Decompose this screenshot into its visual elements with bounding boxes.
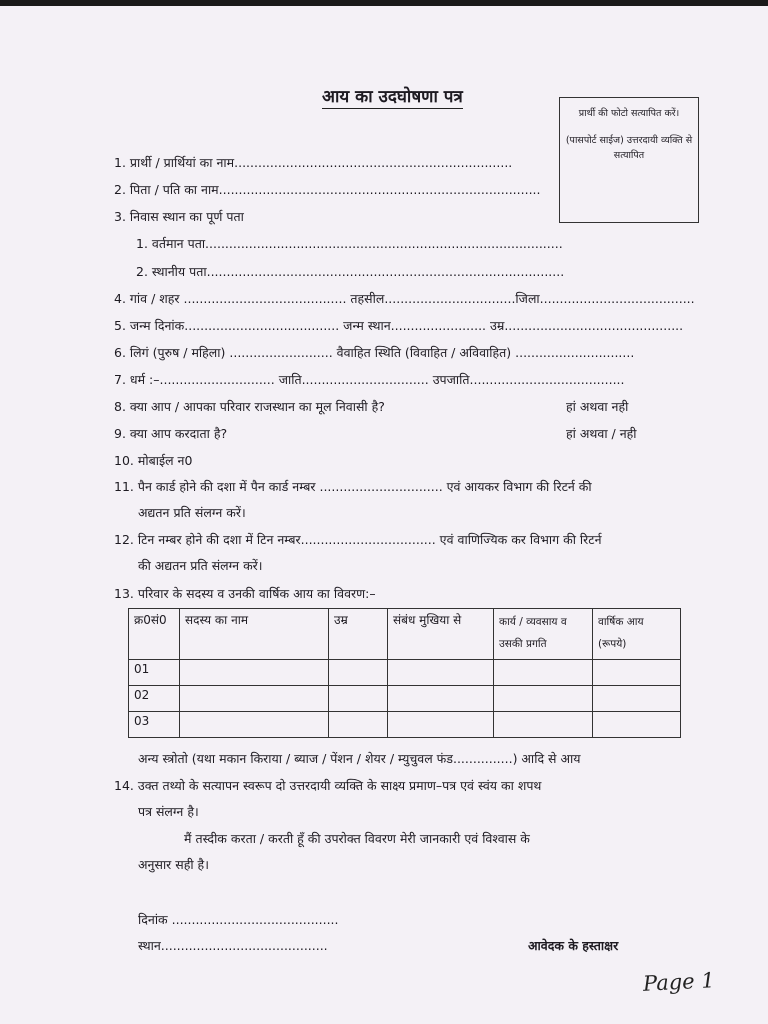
date-field: दिनांक .......................................... bbox=[138, 912, 339, 927]
other-income-sources: अन्य स्त्रोतो (यथा मकान किराया / ब्याज / पेंशन / शेयर / म्युचुवल फंड...............) आदि से आय bbox=[138, 751, 581, 766]
field-pan-card-cont: अद्यतन प्रति संलग्न करें। bbox=[138, 505, 246, 520]
field-applicant-name: 1. प्रार्थी / प्रार्थियां का नाम...................................................................... bbox=[114, 155, 513, 170]
table-row bbox=[129, 660, 681, 686]
form-title: आय का उदघोषणा पत्र bbox=[322, 84, 463, 109]
field-residence-address: 3. निवास स्थान का पूर्ण पता bbox=[114, 209, 244, 224]
family-members-table bbox=[128, 608, 681, 738]
declaration-text: मैं तस्दीक करता / करती हूँ की उपरोक्त विवरण मेरी जानकारी एवं विश्वास के bbox=[184, 831, 530, 846]
place-field: स्थान.......................................... bbox=[138, 938, 328, 953]
field-family-income: 13. परिवार के सदस्य व उनकी वार्षिक आय का विवरण:– bbox=[114, 586, 376, 601]
scan-top-edge bbox=[0, 0, 768, 6]
row-serial: 01 bbox=[129, 660, 180, 686]
field-mobile: 10. मोबाईल न0 bbox=[114, 453, 193, 468]
field-tin-number-cont: की अद्यतन प्रति संलग्न करें। bbox=[138, 558, 263, 573]
field-father-husband-name: 2. पिता / पति का नाम................................................................................. bbox=[114, 182, 541, 197]
field-birth-details: 5. जन्म दिनांक....................................... जन्म स्थान........................ उम्र............................................. bbox=[114, 318, 684, 333]
field-taxpayer: 9. क्या आप करदाता है? bbox=[114, 426, 228, 441]
col-annual-income: वार्षिक आय (रूपये) bbox=[593, 609, 681, 660]
field-village-tehsil-district: 4. गांव / शहर ......................................... तहसील.................................जिला....................................... bbox=[114, 291, 695, 306]
field-pan-card: 11. पैन कार्ड होने की दशा में पैन कार्ड नम्बर ............................... एवं आयकर विभाग की रिटर्न की bbox=[114, 479, 592, 494]
row-serial: 03 bbox=[129, 712, 180, 738]
col-occupation: कार्य / व्यवसाय व उसकी प्रगति bbox=[494, 609, 593, 660]
field-native-resident: 8. क्या आप / आपका परिवार राजस्थान का मूल निवासी है? bbox=[114, 399, 385, 414]
field-verification-cont: पत्र संलग्न है। bbox=[138, 804, 199, 819]
table-row bbox=[129, 686, 681, 712]
field-local-address: 2. स्थानीय पता.......................................................................................... bbox=[136, 264, 565, 279]
page-number-handwritten: Page 1 bbox=[642, 968, 716, 996]
field-verification: 14. उक्त तथ्यो के सत्यापन स्वरूप दो उत्तरदायी व्यक्ति के साक्ष्य प्रमाण–पत्र एवं स्वंय का शपथ bbox=[114, 778, 542, 793]
row-serial: 02 bbox=[129, 686, 180, 712]
field-taxpayer-answer: हां अथवा / नही bbox=[566, 426, 637, 441]
col-age: उम्र bbox=[329, 609, 388, 660]
field-gender-marital: 6. लिगं (पुरुष / महिला) .......................... वैवाहित स्थिति (विवाहित / अविवाहित) .............................. bbox=[114, 345, 635, 360]
col-relation: संबंध मुखिया से bbox=[388, 609, 494, 660]
field-native-resident-answer: हां अथवा नही bbox=[566, 399, 629, 414]
declaration-text-cont: अनुसार सही है। bbox=[138, 857, 209, 872]
applicant-signature-label: आवेदक के हस्ताक्षर bbox=[528, 938, 619, 953]
table-row bbox=[129, 712, 681, 738]
field-religion-caste: 7. धर्म :–............................. जाति................................ उपजाति....................................... bbox=[114, 372, 625, 387]
photo-box bbox=[559, 97, 699, 223]
photo-size-note: (पासपोर्ट साईज) उत्तरदायी व्यक्ति से सत्यापित bbox=[565, 135, 693, 161]
table-header-row bbox=[129, 609, 681, 660]
field-current-address: 1. वर्तमान पता.......................................................................................... bbox=[136, 236, 563, 251]
col-member-name: सदस्य का नाम bbox=[180, 609, 329, 660]
photo-instruction: प्रार्थी की फोटो सत्यापित करें। bbox=[578, 108, 680, 119]
field-tin-number: 12. टिन नम्बर होने की दशा में टिन नम्बर.................................. एवं वाणिज्यिक कर विभाग की रिटर्न bbox=[114, 532, 602, 547]
col-serial: क्र0सं0 bbox=[129, 609, 180, 660]
